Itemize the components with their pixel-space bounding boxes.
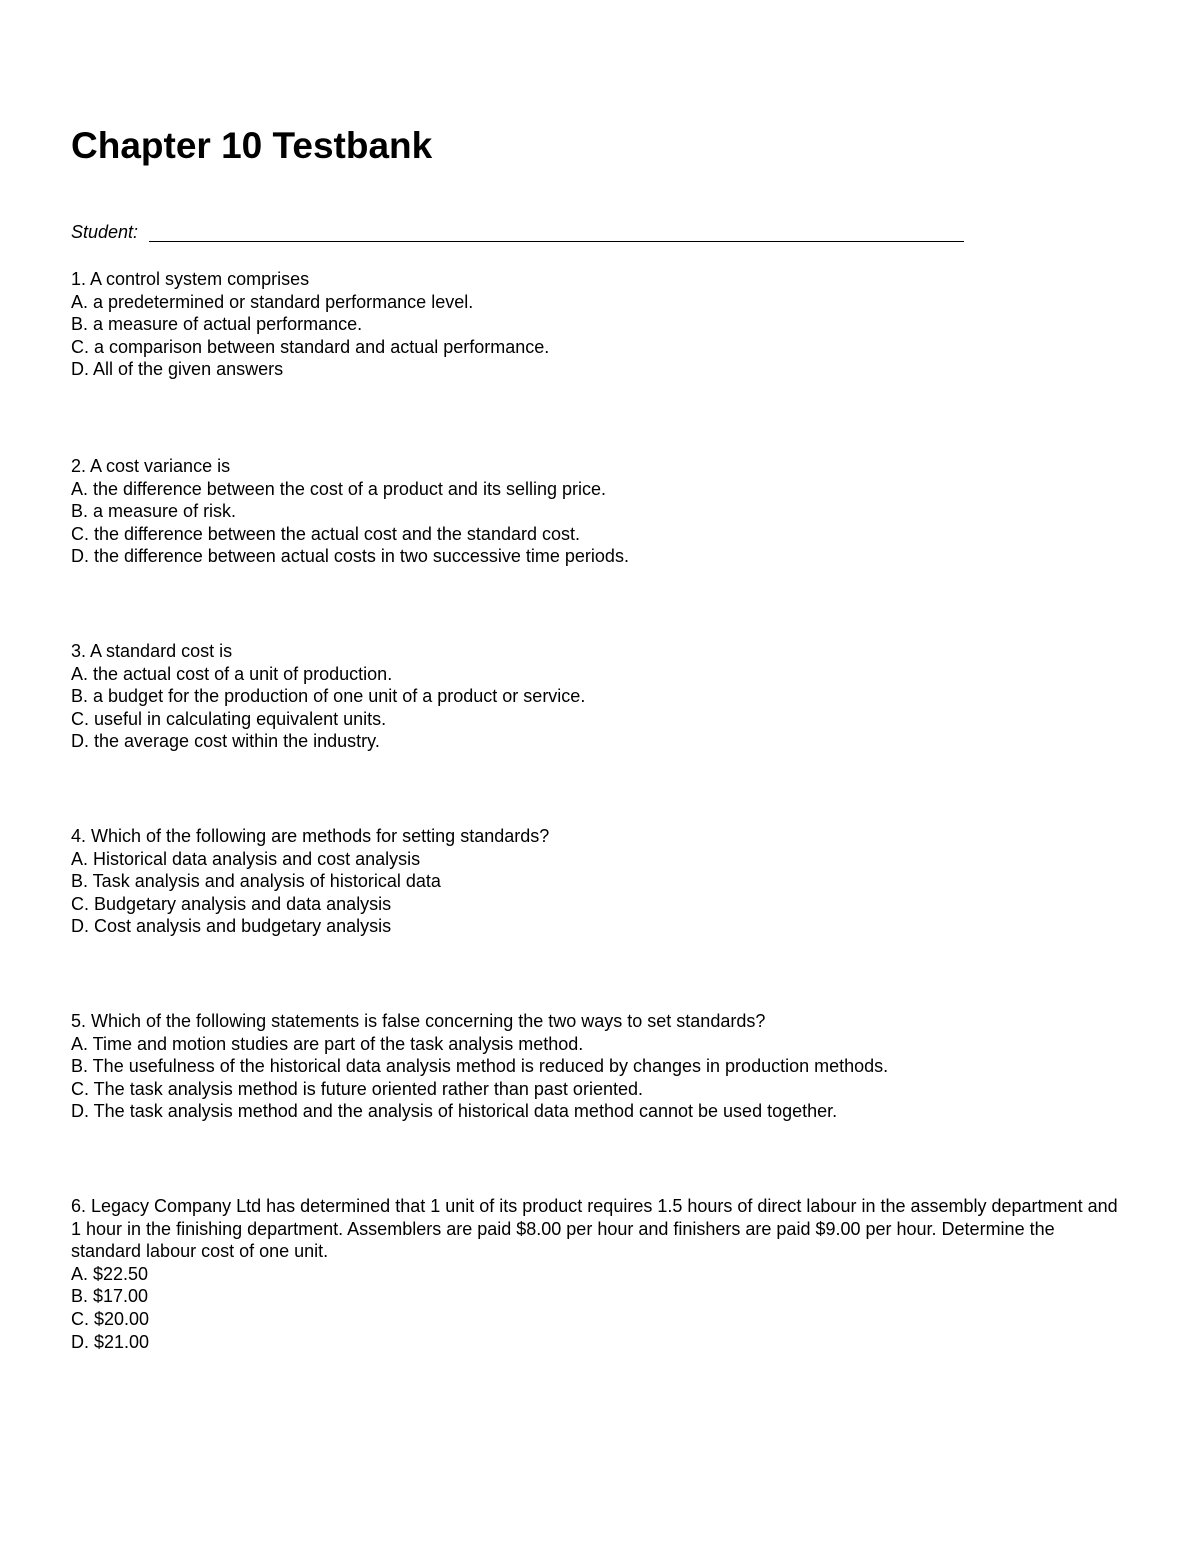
question-2	[71, 455, 1121, 568]
option-d: D. The task analysis method and the analysis of historical data method cannot be used together.	[71, 1101, 838, 1122]
option-b: B. a budget for the production of one unit of a product or service.	[71, 686, 586, 707]
question-3	[71, 640, 1121, 753]
question-text: 1. A control system comprises	[71, 269, 310, 289]
option-a: A. Historical data analysis and cost analysis	[71, 848, 421, 869]
option-d: D. Cost analysis and budgetary analysis	[71, 916, 392, 937]
student-name-line	[149, 241, 964, 242]
option-b: B. The usefulness of the historical data analysis method is reduced by changes in production methods.	[71, 1056, 889, 1077]
option-a: A. Time and motion studies are part of the task analysis method.	[71, 1033, 584, 1054]
option-a: A. a predetermined or standard performance level.	[71, 291, 474, 312]
page-title: Chapter 10 Testbank	[71, 125, 433, 166]
option-c: C. The task analysis method is future oriented rather than past oriented.	[71, 1078, 643, 1099]
question-text: 4. Which of the following are methods for setting standards?	[71, 826, 550, 846]
option-d: D. $21.00	[71, 1331, 150, 1352]
student-label: Student:	[71, 222, 139, 242]
option-d: D. the average cost within the industry.	[71, 731, 380, 752]
option-d: D. All of the given answers	[71, 359, 284, 380]
question-text: 2. A cost variance is	[71, 456, 231, 476]
question-text: 3. A standard cost is	[71, 641, 233, 661]
option-c: C. a comparison between standard and actual performance.	[71, 336, 550, 357]
option-a: A. the actual cost of a unit of production.	[71, 663, 393, 684]
option-b: B. a measure of risk.	[71, 501, 237, 522]
option-c: C. the difference between the actual cost and the standard cost.	[71, 523, 580, 544]
question-text: 6. Legacy Company Ltd has determined that 1 unit of its product requires 1.5 hours of direct labour in the assembly department and 1 hour in the finishing department. Assemblers are paid $8.00 per hour and finishers are paid $9.00 per hour. Determine the standard labour cost of one unit.	[71, 1196, 1123, 1262]
question-1	[71, 268, 1121, 381]
option-d: D. the difference between actual costs in two successive time periods.	[71, 546, 629, 567]
option-c: C. $20.00	[71, 1308, 150, 1329]
option-b: B. $17.00	[71, 1286, 149, 1307]
option-a: A. the difference between the cost of a product and its selling price.	[71, 478, 606, 499]
option-c: C. useful in calculating equivalent units.	[71, 708, 387, 729]
question-6	[71, 1195, 1121, 1353]
student-name-row	[71, 220, 971, 244]
question-text: 5. Which of the following statements is false concerning the two ways to set standards?	[71, 1011, 766, 1031]
question-4	[71, 825, 1121, 938]
option-c: C. Budgetary analysis and data analysis	[71, 893, 392, 914]
question-5	[71, 1010, 1121, 1123]
option-b: B. a measure of actual performance.	[71, 314, 363, 335]
option-a: A. $22.50	[71, 1263, 149, 1284]
option-b: B. Task analysis and analysis of historical data	[71, 871, 441, 892]
